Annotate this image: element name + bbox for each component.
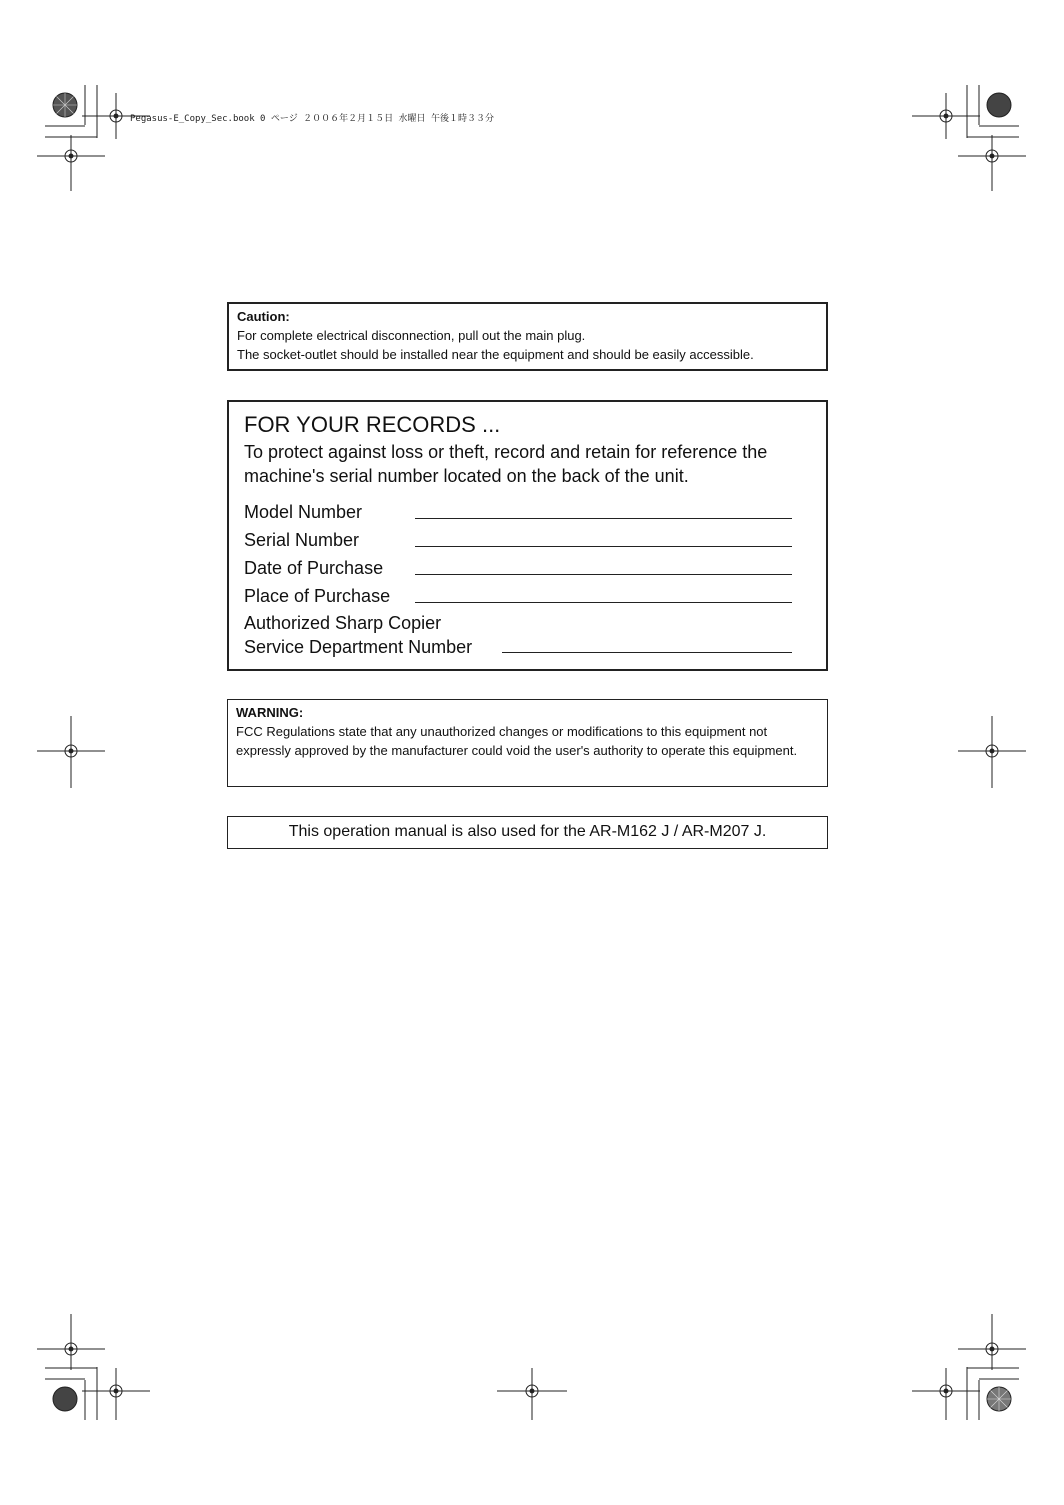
records-title: FOR YOUR RECORDS ... bbox=[244, 412, 501, 437]
file-info-header: Pegasus-E_Copy_Sec.book 0 ページ ２００６年２月１５日 水曜日 午後１時３３分 bbox=[130, 114, 494, 124]
records-box bbox=[227, 400, 828, 671]
crosshair-registration-icon bbox=[82, 93, 150, 139]
date-of-purchase-label: Date of Purchase bbox=[244, 558, 384, 578]
crosshair-registration-icon bbox=[912, 1368, 980, 1420]
serial-number-line bbox=[415, 546, 792, 547]
starburst-target-icon bbox=[986, 1386, 1012, 1412]
place-of-purchase-label: Place of Purchase bbox=[244, 586, 391, 606]
crosshair-registration-icon bbox=[958, 1314, 1026, 1370]
crosshair-registration-icon bbox=[912, 93, 980, 139]
place-of-purchase-line bbox=[415, 602, 792, 603]
warning-text: FCC Regulations state that any unauthorized changes or modifications to this equipment not expressly approved by the manufacturer could void the user's authority to operate this equipment. bbox=[236, 724, 798, 758]
service-department-line bbox=[502, 652, 792, 653]
crosshair-registration-icon bbox=[958, 716, 1026, 788]
note-text: This operation manual is also used for the AR-M162 J / AR-M207 J. bbox=[288, 823, 767, 840]
crosshair-registration-icon bbox=[958, 135, 1026, 191]
serial-number-label: Serial Number bbox=[244, 530, 360, 550]
starburst-target-icon bbox=[52, 92, 78, 118]
crosshair-registration-icon bbox=[497, 1368, 567, 1420]
authorized-copier-label: Authorized Sharp Copier bbox=[244, 613, 442, 633]
caution-title: Caution: bbox=[237, 309, 290, 324]
warning-title: WARNING: bbox=[236, 705, 304, 720]
model-number-label: Model Number bbox=[244, 502, 363, 522]
crosshair-registration-icon bbox=[37, 716, 105, 788]
caution-box bbox=[227, 302, 828, 371]
starburst-target-icon bbox=[52, 1386, 78, 1412]
date-of-purchase-line bbox=[415, 574, 792, 575]
crosshair-registration-icon bbox=[37, 1314, 105, 1370]
note-box bbox=[227, 816, 828, 849]
caution-line: For complete electrical disconnection, pull out the main plug. bbox=[237, 328, 586, 343]
starburst-target-icon bbox=[986, 92, 1012, 118]
crosshair-registration-icon bbox=[82, 1368, 150, 1420]
caution-line: The socket-outlet should be installed near the equipment and should be easily accessible. bbox=[237, 347, 754, 362]
service-department-label: Service Department Number bbox=[244, 637, 473, 657]
warning-box bbox=[227, 699, 828, 787]
records-intro: To protect against loss or theft, record and retain for reference the machine's serial number located on the back of the unit. bbox=[244, 442, 768, 486]
crosshair-registration-icon bbox=[37, 135, 105, 191]
model-number-line bbox=[415, 518, 792, 519]
